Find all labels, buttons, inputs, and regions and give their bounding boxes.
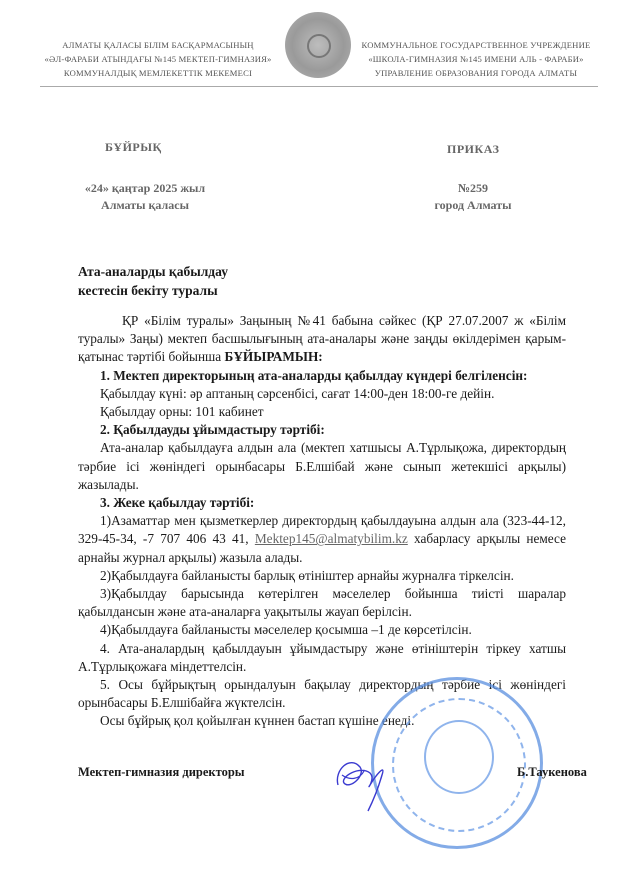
header-left-line: «ӘЛ-ФАРАБИ АТЫНДАҒЫ №145 МЕКТЕП-ГИМНАЗИЯ» [44,54,272,64]
item-4: 4. Ата-аналардың қабылдауын ұйымдастыру және өтініштерін тіркеу хатшы А.Тұрлықожаға міндеттелсін. [78,640,566,674]
header-right [356,38,596,80]
doc-city-ru: город Алматы [434,198,512,212]
item-2-text: Ата-аналар қабылдауға алдын ала (мектеп хатшысы А.Тұрлықожа, директордың тәрбие ісі жөніндегі орынбасары Б.Елшібай және сынып жетекшісі арқылы) жазылады. [78,440,566,492]
header-left [38,38,278,80]
header-left-line: АЛМАТЫ ҚАЛАСЫ БІЛІМ БАСҚАРМАСЫНЫҢ [62,40,254,50]
item-3-title: 3. Жеке қабылдау тәртібі: [100,495,255,511]
item-3-1-text: 1)Азаматтар мен қызметкерлер директордың қабылдауына алдын ала (323-44-12, 329-45-34, -7 707 406 43 41, [78,513,566,547]
header-right-line: «ШКОЛА-ГИМНАЗИЯ №145 ИМЕНИ АЛЬ - ФАРАБИ» [368,54,584,64]
doc-type-ru: ПРИКАЗ [447,142,500,156]
order-word: БҰЙЫРАМЫН: [224,349,323,365]
header-right-line: КОММУНАЛЬНОЕ ГОСУДАРСТВЕННОЕ УЧРЕЖДЕНИЕ [361,40,591,50]
subject-line: кестесін бекіту туралы [78,283,218,298]
item-3-3: 3)Қабылдау барысында көтерілген мәселелер бойынша тиісті шаралар қабылдансын және ата-аналарға уақытылы жауап берілсін. [78,586,566,620]
signature-role: Мектеп-гимназия директоры [78,765,245,779]
email-link[interactable]: Mektep145@almatybilim.kz [254,531,408,547]
header-divider [40,86,598,87]
item-3-4: 4)Қабылдауға байланысты мәселелер қосымша –1 де көрсетілсін. [100,622,472,638]
item-3-2: 2)Қабылдауға байланысты барлық өтініштер арнайы журналға тіркелсін. [100,567,514,583]
header-right-line: УПРАВЛЕНИЕ ОБРАЗОВАНИЯ ГОРОДА АЛМАТЫ [374,68,578,78]
signature-name: Б.Таукенова [517,765,587,779]
item-5: 5. Осы бұйрықтың орындалуын бақылау директордың тәрбие ісі жөніндегі орынбасары Б.Елшібайға жүктелсін. [78,677,566,711]
doc-subject [78,262,228,300]
doc-meta-right [418,180,528,214]
item-1-place: Қабылдау орны: 101 кабинет [100,404,264,420]
item-1-title: 1. Мектеп директорының ата-аналарды қабылдау күндері белгіленсін: [100,367,528,383]
doc-type-kz: БҰЙРЫҚ [105,140,162,154]
doc-date: «24» қаңтар 2025 жыл [84,181,206,195]
header-left-line: КОММУНАЛДЫҚ МЕМЛЕКЕТТІК МЕКЕМЕСІ [63,68,253,78]
preamble-text: ҚР «Білім туралы» Заңының №41 бабына сәйкес (ҚР 27.07.2007 ж «Білім туралы» Заңы) мектеп басшылығының ата-аналары және заңды өкілдерімен қарым-қатынас тәртібі бойынша [78,313,566,365]
signature-icon [330,745,400,815]
preamble [78,312,566,367]
doc-meta-left [75,180,215,214]
item-2-title: 2. Қабылдауды ұйымдастыру тәртібі: [100,422,325,438]
doc-number: №259 [457,181,489,195]
doc-body [78,312,566,731]
state-emblem-icon [285,12,351,78]
doc-city-kz: Алматы қаласы [101,198,189,212]
closing-text: Осы бұйрық қол қойылған күннен бастап күшіне енеді. [100,713,415,729]
item-3-1 [78,512,566,567]
subject-line: Ата-аналарды қабылдау [78,264,228,279]
item-3-1-text-end: хабарласу арқылы немесе арнайы журнал арқылы) жазыла алады. [78,531,566,565]
item-1-day: Қабылдау күні: әр аптаның сәрсенбісі, сағат 14:00-ден 18:00-ге дейін. [100,385,495,401]
